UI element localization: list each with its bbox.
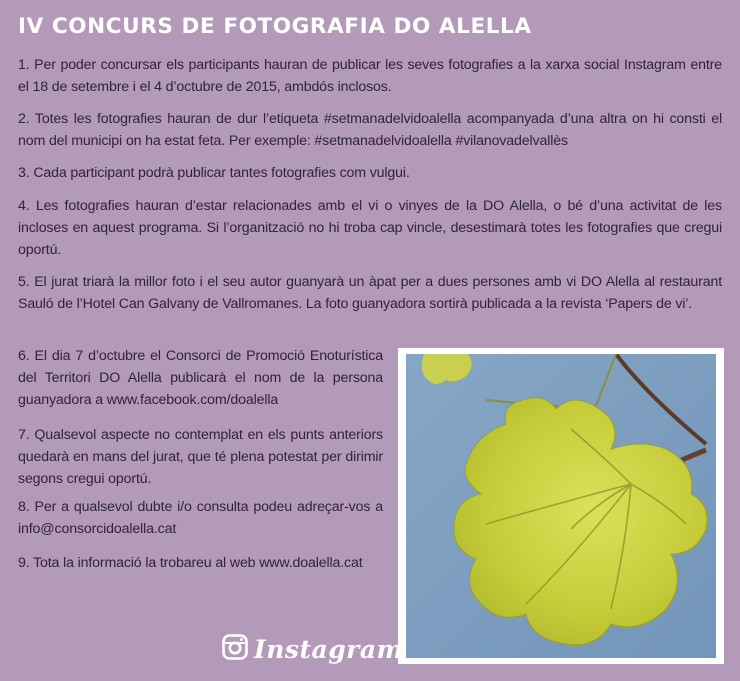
rule-5: 5. El jurat triarà la millor foto i el seu autor guanyarà un àpat per a dues persones amb vi DO Alella al restaurant Sauló de l’Hotel Can Galvany de Vallromanes. La foto guanyadora sortirà publicada a la revista ‘Papers de vi’.: [18, 274, 722, 312]
rule-8: 8. Per a qualsevol dubte i/o consulta podeu adreçar-vos a info@consorcidoalella.cat: [18, 499, 383, 537]
rule-1: 1. Per poder concursar els participants hauran de publicar les seves fotografies a la xarxa social Instagram entre el 18 de setembre i el 4 d’octubre de 2015, ambdós inclosos.: [18, 57, 722, 95]
rule-3: 3. Cada participant podrà publicar tantes fotografies com vulgui.: [18, 165, 410, 181]
rule-4: 4. Les fotografies hauran d’estar relacionades amb el vi o vinyes de la DO Alella, o bé d’una activitat de les incloses en aquest programa. Si l’organització no hi troba cap vincle, desestimarà totes les fotografies que cregui oportú.: [18, 198, 722, 258]
vine-leaf-image: [406, 354, 716, 658]
instagram-logo: [222, 634, 404, 665]
vine-leaf-photo: [398, 348, 724, 664]
instagram-camera-icon: [222, 634, 248, 665]
instagram-wordmark: Instagram: [254, 635, 404, 664]
rule-7: 7. Qualsevol aspecte no contemplat en els punts anteriors quedarà en mans del jurat, que té plena potestat per dirimir segons cregui oportú.: [18, 427, 383, 487]
rule-9: 9. Tota la informació la trobareu al web www.doalella.cat: [18, 555, 363, 571]
rule-2: 2. Totes les fotografies hauran de dur l’etiqueta #setmanadelvidoalella acompanyada d’una altra on hi consti el nom del municipi on ha estat feta. Per exemple: #setmanadelvidoalella #vilanovadelvallès: [18, 111, 722, 149]
rule-6: 6. El dia 7 d’octubre el Consorci de Promoció Enoturística del Territori DO Alella publicarà el nom de la persona guanyadora a www.facebook.com/doalella: [18, 348, 383, 408]
page-title: IV CONCURS DE FOTOGRAFIA DO ALELLA: [18, 14, 532, 39]
